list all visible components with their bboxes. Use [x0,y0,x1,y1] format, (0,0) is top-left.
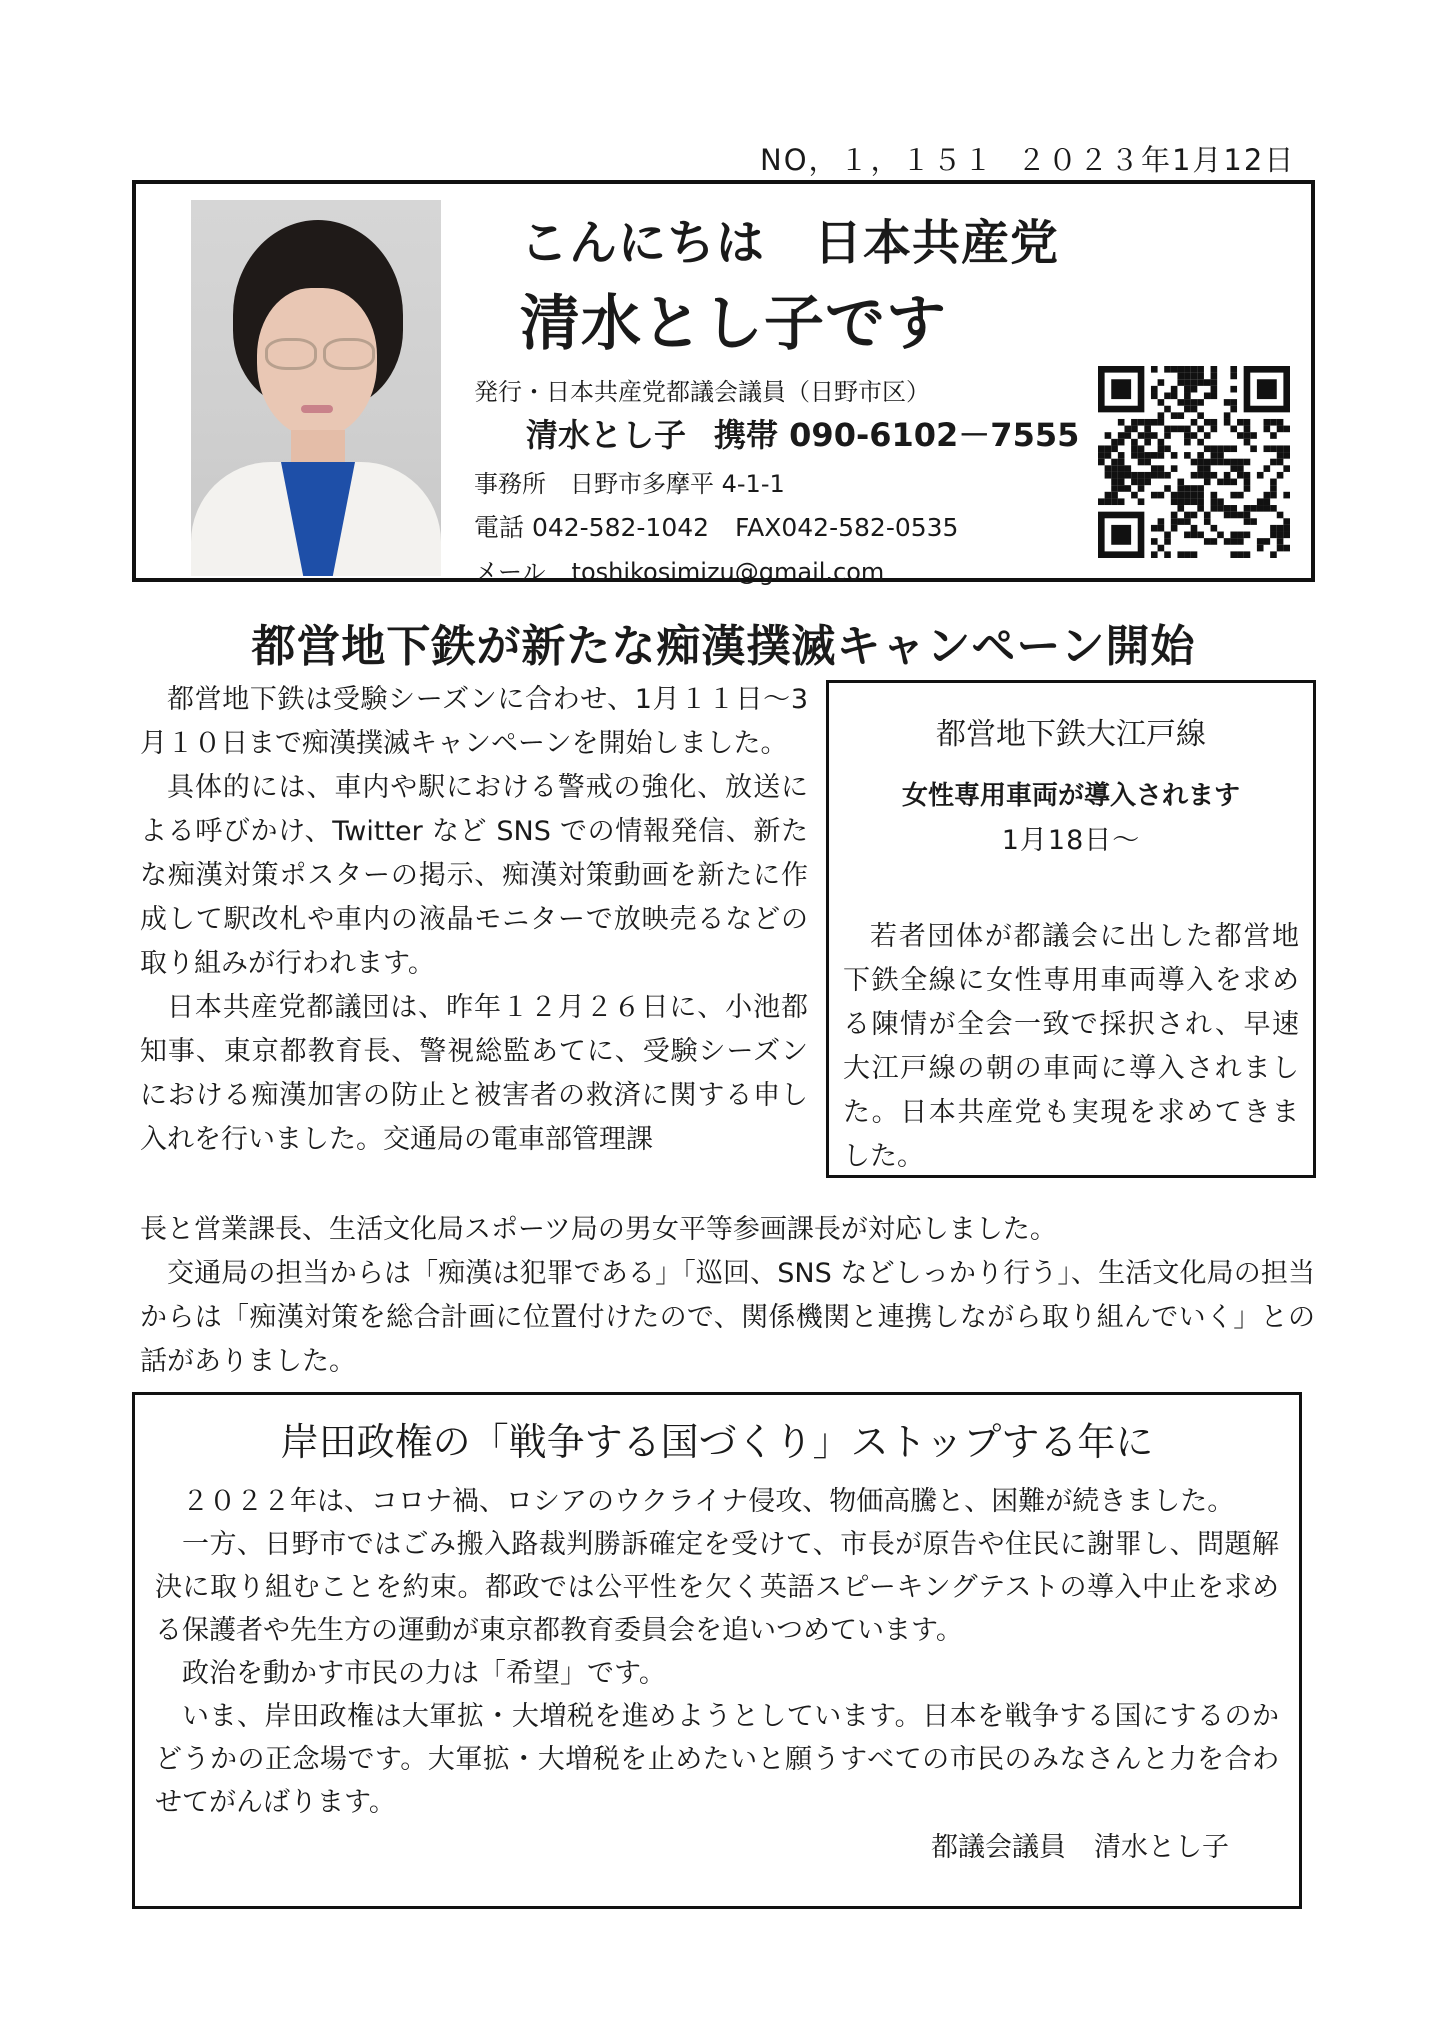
name-title: 清水とし子です [520,289,947,359]
greeting-title: こんにちは 日本共産党 [520,215,1060,271]
tel-number: 電話 042-582-1042 [474,513,710,542]
signature-name: 清水とし子 [1094,1832,1229,1863]
message-signature [155,1826,1279,1869]
sidebar-subtitle: 女性専用車両が導入されます [901,781,1240,811]
fax-number: FAX042-582-0535 [735,513,959,542]
sidebar-box [826,680,1316,1178]
mobile-number: 携帯 090-6102－7555 [714,416,1080,454]
mail-label: メール [474,558,546,586]
sidebar-date: 1月18日～ [1001,825,1141,856]
article-paragraph: 日本共産党都議団は、昨年１２月２６日に、小池都知事、東京都教育長、警視総監あてに、受験シーズンにおける痴漢加害の防止と被害者の救済に関する申し入れを行いました。交通局の電車部管理課 [140,992,808,1155]
issue-line [760,138,1295,179]
message-paragraph: いま、岸田政権は大軍拡・大増税を進めようとしています。日本を戦争する国にするのかどうかの正念場です。大軍拡・大増税を止めたいと願うすべての市民のみなさんと力を合わせてがんばります。 [155,1701,1279,1818]
message-paragraph: 政治を動かす市民の力は「希望」です。 [182,1658,666,1689]
phone-line [526,410,1079,456]
publisher-line: 発行・日本共産党都議会議員（日野市区） [474,378,930,406]
issue-date: ２０２３年1月12日 [1016,143,1296,177]
sidebar-body: 若者団体が都議会に出した都営地下鉄全線に女性専用車両導入を求める陳情が全会一致で採択され、早速大江戸線の朝の車両に導入されました。日本共産党も実現を求めてきました。 [843,921,1299,1172]
office-address: 事務所 日野市多摩平 4-1-1 [474,470,785,498]
mail-line [474,552,884,587]
article-paragraph: 都営地下鉄は受験シーズンに合わせ、1月１１日～3月１０日まで痴漢撲滅キャンペーンを開始しました。 [140,684,808,759]
qr-code-icon[interactable] [1098,366,1290,558]
message-paragraph: ２０２２年は、コロナ禍、ロシアのウクライナ侵攻、物価高騰と、困難が続きました。 [182,1486,1235,1517]
sidebar-title: 都営地下鉄大江戸線 [936,717,1206,752]
message-paragraph: 一方、日野市ではごみ搬入路裁判勝訴確定を受けて、市長が原告や住民に謝罪し、問題解決に取り組むことを約束。都政では公平性を欠く英語スピーキングテストの導入中止を求める保護者や先生方の運動が東京都教育委員会を追いつめています。 [155,1529,1279,1646]
issue-number: NO，１，１５１ [760,143,995,177]
mail-address[interactable]: toshikosimizu@gmail.com [571,558,885,586]
article-continuation: 長と営業課長、生活文化局スポーツ局の男女平等参画課長が対応しました。 [140,1214,1057,1245]
contact-name: 清水とし子 [526,416,687,454]
message-title: 岸田政権の「戦争する国づくり」ストップする年に [280,1420,1154,1464]
signature-role: 都議会議員 [931,1832,1066,1863]
article-paragraph-last: 交通局の担当からは「痴漢は犯罪である」「巡回、SNS などしっかり行う」、生活文化局の担当からは「痴漢対策を総合計画に位置付けたので、関係機関と連携しながら取り組んでいく」との話がありました。 [140,1258,1315,1377]
message-body [155,1480,1279,1869]
article-body-top [140,678,808,1162]
article-body-bottom [140,1208,1315,1384]
article-paragraph: 具体的には、車内や駅における警戒の強化、放送による呼びかけ、Twitter など SNS での情報発信、新たな痴漢対策ポスターの掲示、痴漢対策動画を新たに作成して駅改札や車内の液晶モニターで放映売るなどの取り組みが行われます。 [140,772,808,979]
message-box [132,1392,1302,1909]
article-headline: 都営地下鉄が新たな痴漢撲滅キャンペーン開始 [251,621,1196,672]
header-box [132,180,1315,586]
tel-fax-line [474,508,958,544]
portrait-photo [191,200,441,576]
